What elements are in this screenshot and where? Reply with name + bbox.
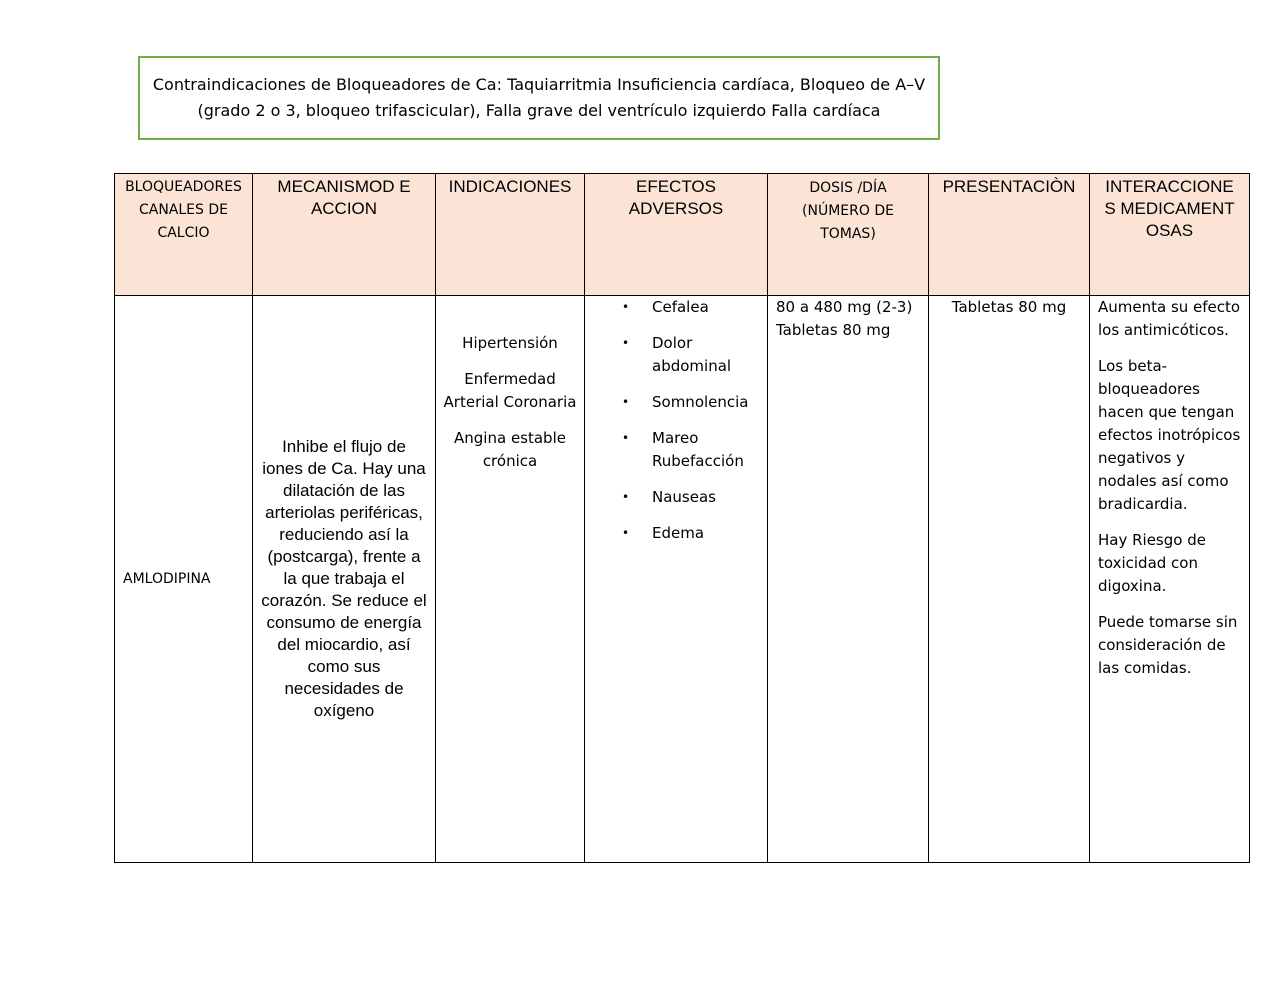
adverse-effect-label: Nauseas bbox=[652, 488, 716, 506]
header-mechanism: MECANISMOD E ACCION bbox=[253, 174, 436, 296]
interaction-item: Hay Riesgo de toxicidad con digoxina. bbox=[1098, 531, 1206, 595]
drug-table bbox=[114, 173, 1250, 863]
interaction-item: Aumenta su efecto los antimicóticos. bbox=[1098, 298, 1241, 339]
adverse-effect-label: Somnolencia bbox=[652, 393, 749, 411]
indication-item: Angina estable crónica bbox=[454, 429, 566, 470]
bullet-icon: • bbox=[622, 336, 630, 350]
interactions-cell bbox=[1090, 296, 1250, 863]
header-presentation: PRESENTACIÒN bbox=[929, 174, 1090, 296]
bullet-icon: • bbox=[622, 431, 630, 445]
presentation-cell: Tabletas 80 mg bbox=[929, 296, 1090, 863]
adverse-effect-item bbox=[585, 486, 767, 509]
mechanism-cell: Inhibe el flujo de iones de Ca. Hay una dilatación de las arteriolas periféricas, reduciendo así la (postcarga), frente a la que trabaja el corazón. Se reduce el consumo de energía del miocardio, así como sus necesidades de oxígeno bbox=[253, 296, 436, 863]
header-interactions: INTERACCIONES MEDICAMENTOSAS bbox=[1090, 174, 1250, 296]
adverse-effect-label: Dolor abdominal bbox=[652, 334, 732, 375]
indications-cell bbox=[436, 296, 585, 863]
indication-item: Hipertensión bbox=[462, 334, 558, 352]
interaction-item: Los beta-bloqueadores hacen que tengan efectos inotrópicos negativos y nodales así como bradicardia. bbox=[1098, 357, 1241, 513]
header-dose: DOSIS /DÍA (NÚMERO DE TOMAS) bbox=[768, 174, 929, 296]
adverse-effect-item bbox=[585, 332, 767, 378]
adverse-effect-item bbox=[585, 522, 767, 545]
adverse-effect-item bbox=[585, 427, 767, 473]
adverse-effect-label: Mareo Rubefacción bbox=[652, 429, 744, 470]
adverse-effect-label: Edema bbox=[652, 524, 705, 542]
contraindications-note bbox=[138, 56, 940, 140]
bullet-icon: • bbox=[622, 395, 630, 409]
bullet-icon: • bbox=[622, 490, 630, 504]
adverse-effect-label: Cefalea bbox=[652, 298, 709, 316]
contraindications-line-1: Contraindicaciones de Bloqueadores de Ca: Taquiarritmia Insuficiencia cardíaca, Bloqueo de A–V bbox=[152, 75, 926, 94]
contraindications-line-2: (grado 2 o 3, bloqueo trifascicular), Falla grave del ventrículo izquierdo Falla cardíaca bbox=[197, 101, 881, 120]
header-adverse-effects: EFECTOS ADVERSOS bbox=[585, 174, 768, 296]
interaction-item: Puede tomarse sin consideración de las comidas. bbox=[1098, 613, 1238, 677]
table-row bbox=[115, 296, 1250, 863]
adverse-effects-list bbox=[585, 296, 767, 545]
header-drug: BLOQUEADORES CANALES DE CALCIO bbox=[115, 174, 253, 296]
table-header-row bbox=[115, 174, 1250, 296]
drug-table-container bbox=[114, 173, 1249, 863]
adverse-effect-item bbox=[585, 391, 767, 414]
header-indications: INDICACIONES bbox=[436, 174, 585, 296]
adverse-effect-item bbox=[585, 296, 767, 319]
drug-name-cell: AMLODIPINA bbox=[115, 296, 253, 863]
contraindications-text bbox=[153, 72, 925, 124]
bullet-icon: • bbox=[622, 300, 630, 314]
dose-cell: 80 a 480 mg (2-3) Tabletas 80 mg bbox=[768, 296, 929, 863]
bullet-icon: • bbox=[622, 526, 630, 540]
indication-item: Enfermedad Arterial Coronaria bbox=[443, 370, 577, 411]
adverse-effects-cell bbox=[585, 296, 768, 863]
